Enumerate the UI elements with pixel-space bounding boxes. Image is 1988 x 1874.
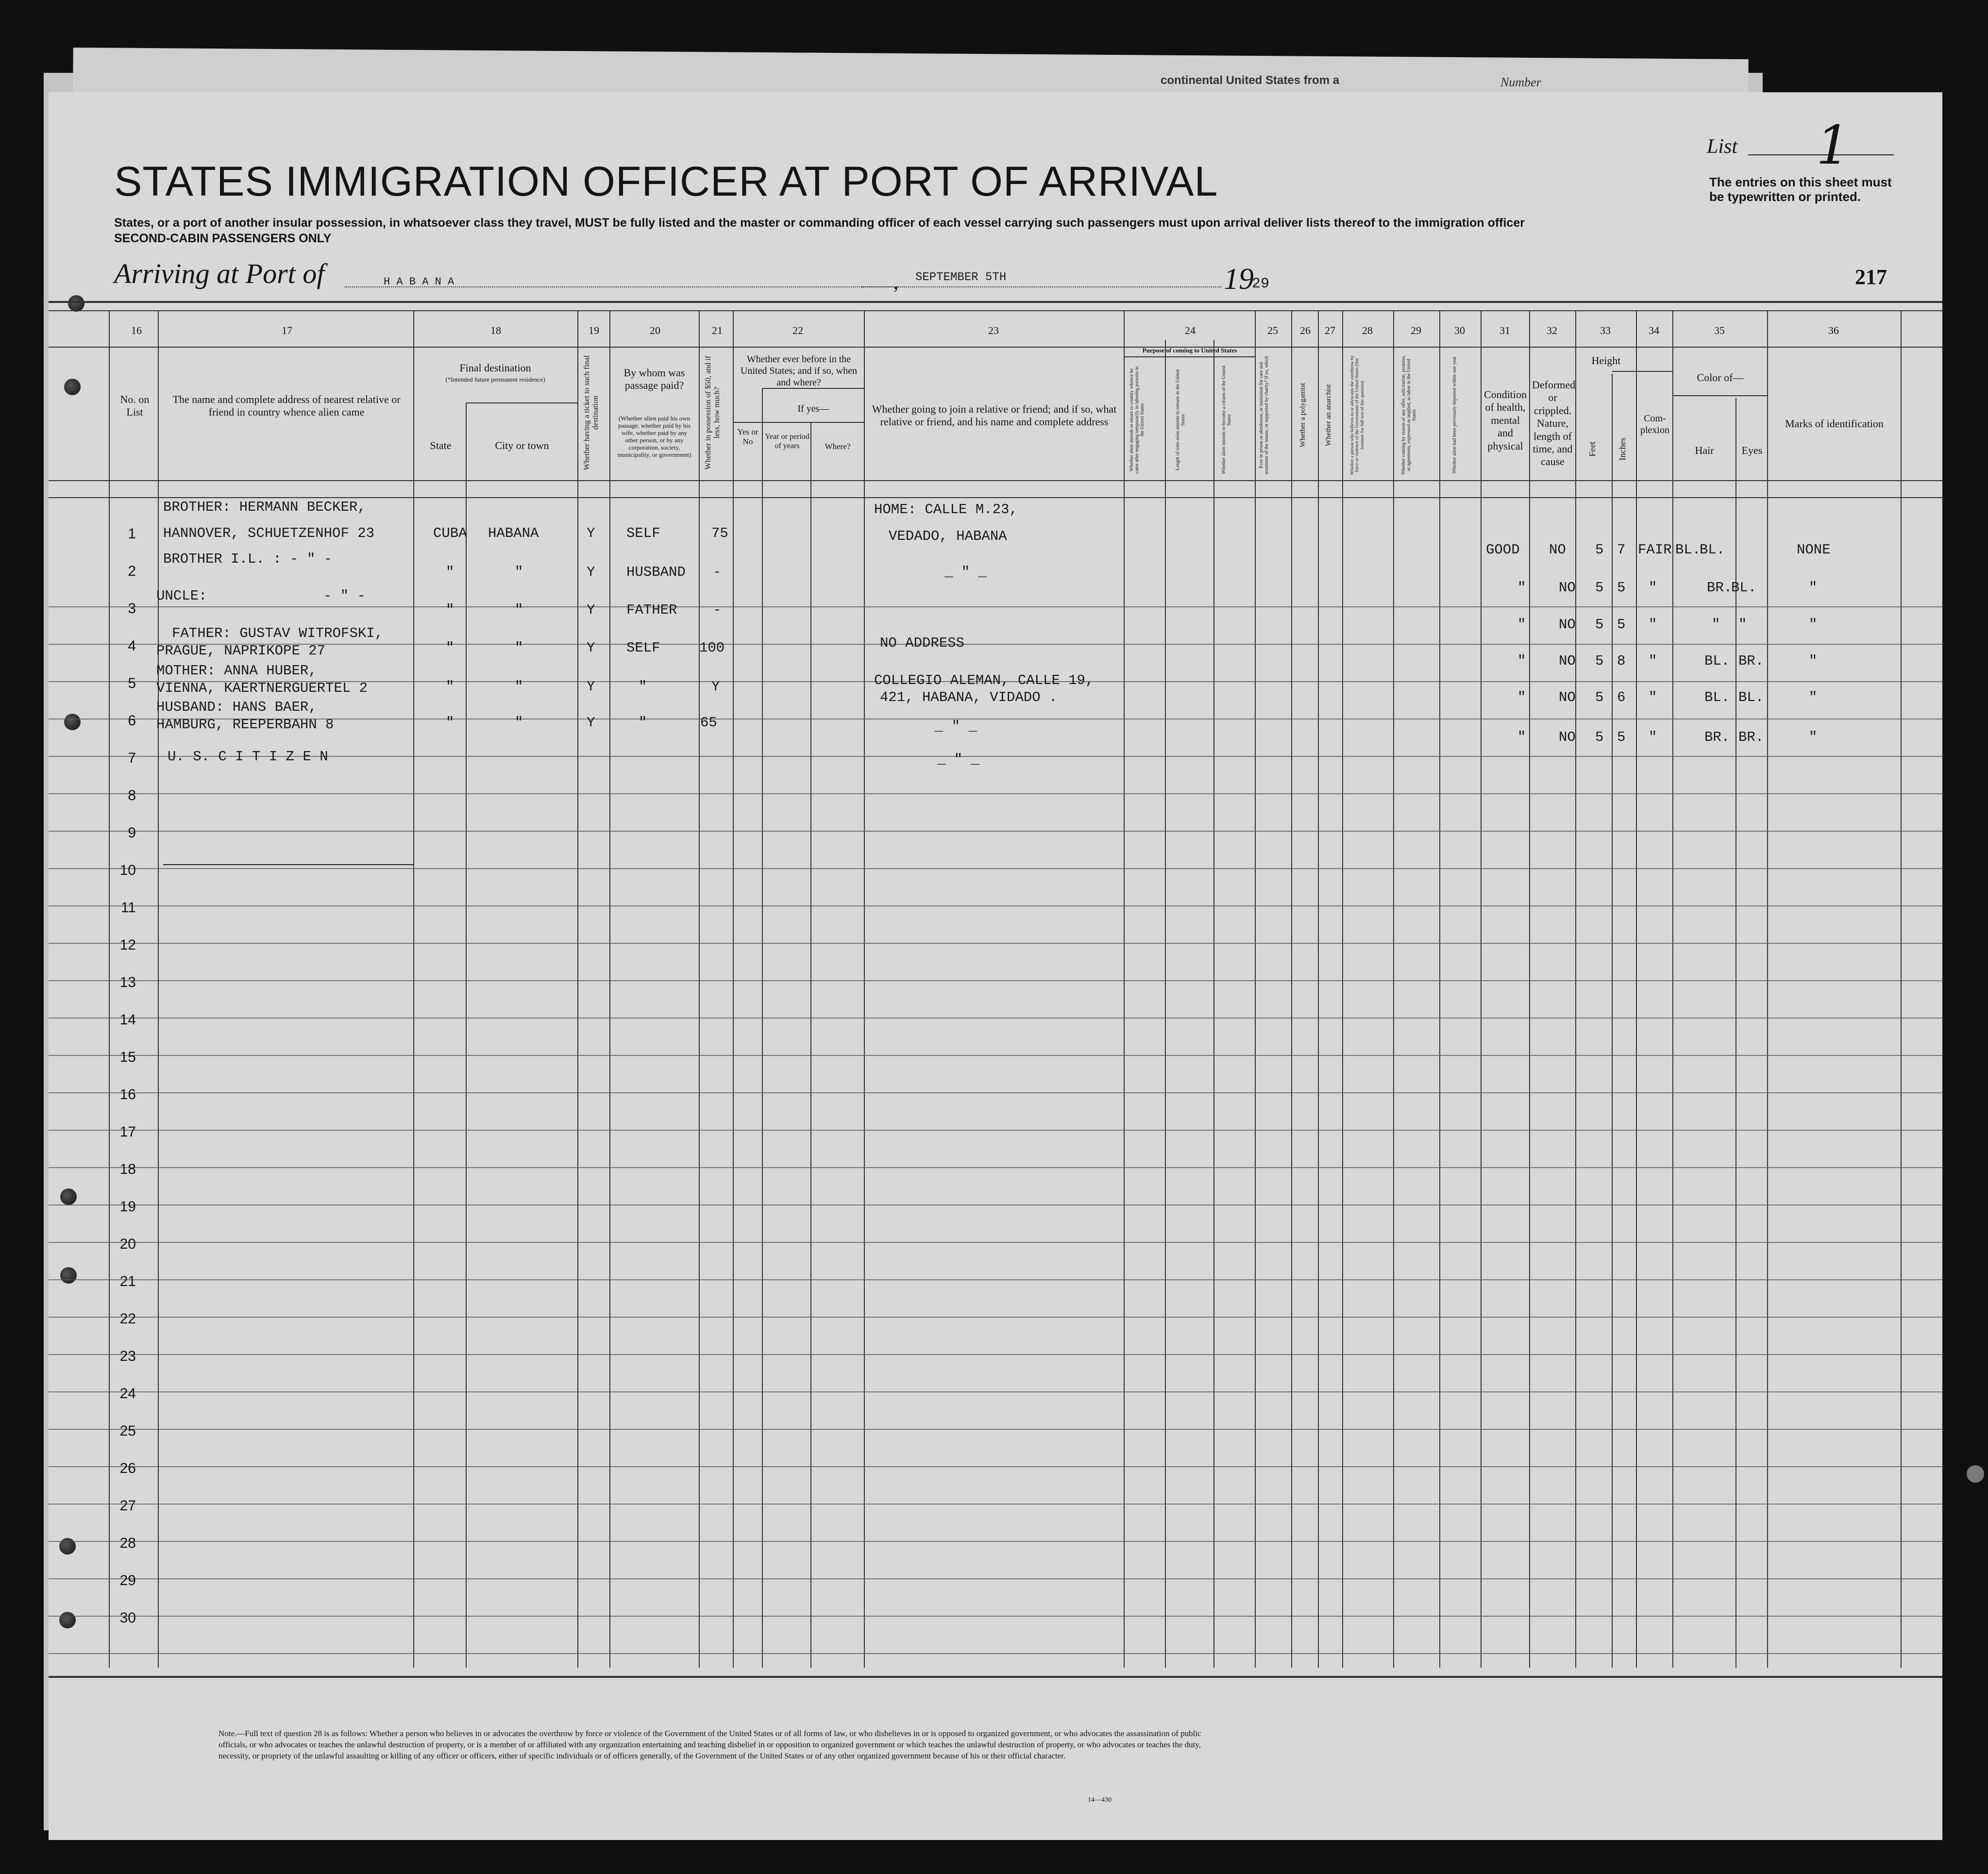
marks-cell: " xyxy=(1809,729,1818,745)
col-num-36: 36 xyxy=(1828,324,1839,336)
hdr-passage-paid: By whom was passage paid? xyxy=(623,367,685,392)
city-cell: " xyxy=(515,640,523,656)
hdr-final-destination: Final destination xyxy=(459,362,531,374)
relative-line-2: - " - xyxy=(323,588,366,604)
feet-cell: 5 xyxy=(1595,689,1604,705)
col-num-32: 32 xyxy=(1547,324,1557,336)
city-cell: HABANA xyxy=(488,525,539,541)
row-number: 4 xyxy=(128,638,136,654)
hdr-c28: Whether a person who believes in or advocates the overthrow by force or violence of the Government of the United States (See footnote for full text of this question) xyxy=(1350,355,1365,475)
footnote: Note.—Full text of question 28 is as follows: Whether a person who believes in or advocates the overthrow by force or violence of the Government of the United States or of all forms of law, or who disbelieves in or is opposed to organized government, or who advocates the assassination of public officials, or who advocates or teaches the unlawful destruction of property, or is a member of or affiliated with any organization entertaining and teaching disbelief in or opposition to organized government or which teaches the unlawful destruction of property, or who advocates or teaches the duty, necessity, or propriety of the unlawful assaulting or killing of any officer or officers, either of specific individuals or of officers generally, of the Government of the United States or of any other organized government because of his or their official character. xyxy=(219,1729,1201,1760)
feet-cell: 5 xyxy=(1595,542,1604,558)
row-number: 3 xyxy=(128,601,136,617)
complexion-cell: " xyxy=(1649,653,1657,669)
row-number: 2 xyxy=(128,563,136,579)
relative-line-1: U. S. C I T I Z E N xyxy=(168,749,328,765)
relative-line-1: HUSBAND: HANS BAER, xyxy=(156,699,317,715)
hdr-no-on-list: No. on List xyxy=(120,393,150,418)
relative-line-1: FATHER: GUSTAV WITROFSKI, xyxy=(172,625,384,641)
col-num-22: 22 xyxy=(792,324,803,336)
inches-cell: 8 xyxy=(1617,653,1626,669)
relative-line-2: HANNOVER, SCHUETZENHOF 23 xyxy=(163,525,375,541)
deformed-cell: NO xyxy=(1559,689,1576,705)
hdr-ticket: Whether having a ticket to such final destination xyxy=(583,355,600,470)
row-number: 29 xyxy=(119,1573,136,1589)
hdr-city: City or town xyxy=(495,439,549,452)
col-num-16: 16 xyxy=(131,324,142,336)
relative-line-2: VIENNA, KAERTNERGUERTEL 2 xyxy=(156,680,368,696)
hdr-purpose-b: Length of time alien intends to remain in the United States xyxy=(1175,369,1186,471)
health-cell: " xyxy=(1517,617,1526,633)
paid-cell: " xyxy=(639,679,647,695)
row-number: 6 xyxy=(128,713,136,729)
complexion-cell: " xyxy=(1649,729,1657,745)
hdr-deformed: Deformed or crippled. Nature, length of time, and cause xyxy=(1532,379,1576,468)
deformed-cell: NO xyxy=(1559,617,1576,633)
relative-line-1: BROTHER I.L. : - " - xyxy=(163,551,333,567)
marks-cell: " xyxy=(1809,689,1818,705)
col-num-18: 18 xyxy=(490,324,501,336)
row-number: 22 xyxy=(119,1311,136,1327)
complexion-cell: " xyxy=(1649,580,1657,596)
eyes-cell: BL. xyxy=(1731,580,1757,596)
feet-cell: 5 xyxy=(1595,653,1604,669)
col-num-20: 20 xyxy=(650,324,660,336)
paid-cell: HUSBAND xyxy=(626,564,686,580)
hair-cell: " xyxy=(1712,617,1720,633)
join-line-1: _ " _ xyxy=(944,564,987,580)
hdr-inches: Inches xyxy=(1617,437,1627,461)
join-line-2: 421, HABANA, VIDADO . xyxy=(880,689,1058,705)
row-number: 23 xyxy=(119,1348,136,1364)
row-number: 20 xyxy=(119,1236,136,1252)
hdr-purpose-a: Whether alien intends to return to country whence he came after engaging temporarily in laboring pursuits in the United States xyxy=(1129,366,1145,474)
ticket-cell: Y xyxy=(587,640,595,656)
health-cell: GOOD xyxy=(1486,542,1520,558)
date-value: SEPTEMBER 5TH xyxy=(915,271,1007,284)
money-cell: 100 xyxy=(699,640,725,656)
col-num-28: 28 xyxy=(1362,324,1373,336)
year-prefix: 19 xyxy=(1224,263,1254,296)
marks-cell: " xyxy=(1809,653,1818,669)
hdr-joining: Whether going to join a relative or friend; and if so, what relative or friend, and his name and complete address xyxy=(872,403,1117,428)
hdr-c26: Whether a polygamist xyxy=(1299,383,1307,448)
ticket-cell: Y xyxy=(587,564,595,580)
row-number: 16 xyxy=(119,1087,136,1103)
arriving-label: Arriving at Port of xyxy=(114,258,325,289)
ticket-cell: Y xyxy=(587,679,595,695)
hair-cell: BL. xyxy=(1704,689,1730,705)
form-title: STATES IMMIGRATION OFFICER AT PORT OF ARRIVAL xyxy=(114,158,1218,205)
state-cell: CUBA xyxy=(433,525,467,541)
row-number: 17 xyxy=(119,1124,136,1140)
col-num-19: 19 xyxy=(589,324,599,336)
hdr-nearest-relative: The name and complete address of nearest relative or friend in country whence alien came xyxy=(172,393,401,418)
deformed-cell: NO xyxy=(1559,580,1576,596)
row-number: 9 xyxy=(128,825,136,841)
money-cell: - xyxy=(713,602,722,618)
row-number: 1 xyxy=(128,526,136,542)
eyes-cell: BR. xyxy=(1738,729,1764,745)
row-number: 18 xyxy=(119,1161,136,1177)
health-cell: " xyxy=(1517,729,1526,745)
col-num-21: 21 xyxy=(712,324,723,336)
row-number: 25 xyxy=(119,1423,136,1439)
hdr-state: State xyxy=(430,439,452,452)
money-cell: - xyxy=(713,564,722,580)
top-strip-text: continental United States from a xyxy=(1161,74,1340,87)
inches-cell: 5 xyxy=(1617,729,1626,745)
complexion-cell: FAIR xyxy=(1638,542,1672,558)
ticket-cell: Y xyxy=(587,602,595,618)
hdr-feet: Feet xyxy=(1587,441,1597,457)
hdr-color-of: Color of— xyxy=(1697,371,1744,384)
entries-note-1: The entries on this sheet must xyxy=(1709,175,1892,189)
inches-cell: 6 xyxy=(1617,689,1626,705)
state-cell: " xyxy=(446,679,455,695)
paid-cell: SELF xyxy=(626,525,660,541)
join-line-2: VEDADO, HABANA xyxy=(889,528,1007,544)
entries-note-2: be typewritten or printed. xyxy=(1709,189,1861,204)
hdr-c25: Ever in prison or almshouse, or institution for care and treatment of the insane, or supported by charity? If so, which xyxy=(1259,356,1269,474)
money-cell: 75 xyxy=(711,525,728,541)
form-code: 14—430 xyxy=(1088,1796,1112,1804)
deformed-cell: NO xyxy=(1549,542,1566,558)
complexion-cell: " xyxy=(1649,689,1657,705)
comma: , xyxy=(893,271,898,293)
col-num-27: 27 xyxy=(1325,324,1335,336)
col-num-17: 17 xyxy=(282,324,292,336)
hdr-c30: Whether alien had been previously deported within one year xyxy=(1452,356,1457,474)
col-num-30: 30 xyxy=(1454,324,1465,336)
relative-line-2: HAMBURG, REEPERBAHN 8 xyxy=(156,717,334,733)
row-number: 14 xyxy=(119,1012,136,1028)
hdr-purpose: Purpose of coming to United States xyxy=(1142,347,1237,354)
col-num-26: 26 xyxy=(1300,324,1311,336)
ticket-cell: Y xyxy=(587,715,595,731)
feet-cell: 5 xyxy=(1595,617,1604,633)
health-cell: " xyxy=(1517,580,1526,596)
row-number: 15 xyxy=(119,1049,136,1065)
deformed-cell: NO xyxy=(1559,729,1576,745)
row-number: 27 xyxy=(119,1498,136,1514)
state-cell: " xyxy=(446,640,455,656)
join-line-1: _ " _ xyxy=(935,719,977,735)
inches-cell: 5 xyxy=(1617,617,1626,633)
hdr-height: Height xyxy=(1591,354,1621,367)
money-cell: Y xyxy=(711,679,720,695)
hdr-eyes: Eyes xyxy=(1741,444,1763,456)
city-cell: " xyxy=(515,602,523,618)
eyes-cell: BR. xyxy=(1738,653,1764,669)
ticket-cell: Y xyxy=(587,525,595,541)
hair-cell: BR. xyxy=(1704,729,1730,745)
health-cell: " xyxy=(1517,653,1526,669)
col-num-35: 35 xyxy=(1714,324,1725,336)
hdr-c29: Whether coming by reason of any offer, solicitation, promise, or agreement, expressed or implied, to labor in the United States xyxy=(1401,355,1417,475)
inches-cell: 7 xyxy=(1617,542,1626,558)
hdr-yes-no: Yes or No xyxy=(737,427,758,447)
paid-cell: FATHER xyxy=(626,602,677,618)
hdr-before-in-us: Whether ever before in the United States; and if so, when and where? xyxy=(741,354,857,388)
money-cell: 65 xyxy=(700,715,717,731)
hdr-where: Where? xyxy=(825,442,851,451)
deformed-cell: NO xyxy=(1559,653,1576,669)
col-num-33: 33 xyxy=(1600,324,1611,336)
col-num-23: 23 xyxy=(988,324,999,336)
col-num-31: 31 xyxy=(1499,324,1510,336)
row-number: 12 xyxy=(119,937,136,953)
relative-line-1: UNCLE: xyxy=(156,588,207,604)
hdr-period: Year or period of years xyxy=(765,433,809,451)
join-line-1: _ " _ xyxy=(937,752,980,768)
eyes-cell: BL. xyxy=(1738,689,1764,705)
state-cell: " xyxy=(446,715,455,731)
row-lines xyxy=(49,607,1942,1654)
eyes-cell: " xyxy=(1738,617,1747,633)
col-num-24: 24 xyxy=(1185,324,1196,336)
punch-hole-edge xyxy=(1967,1465,1984,1483)
class-line: SECOND-CABIN PASSENGERS ONLY xyxy=(114,232,332,245)
row-number: 11 xyxy=(120,900,136,916)
marks-cell: " xyxy=(1809,617,1818,633)
city-cell: " xyxy=(515,715,523,731)
state-cell: " xyxy=(446,602,455,618)
row-number: 13 xyxy=(119,974,136,990)
relative-line-1: BROTHER: HERMANN BECKER, xyxy=(163,499,366,515)
paid-cell: " xyxy=(639,715,647,731)
join-line-1: NO ADDRESS xyxy=(880,635,965,651)
table-grid xyxy=(49,92,1942,1840)
health-cell: " xyxy=(1517,689,1526,705)
city-cell: " xyxy=(515,564,523,580)
hdr-hair: Hair xyxy=(1695,444,1714,456)
row-number: 30 xyxy=(119,1610,136,1626)
col-num-29: 29 xyxy=(1411,324,1421,336)
col-num-25: 25 xyxy=(1267,324,1278,336)
hair-cell: BL. xyxy=(1704,653,1730,669)
hdr-purpose-c: Whether alien intends to become a citizen of the United States xyxy=(1221,366,1232,474)
hdr-final-destination-sub: (*Intended future permanent residence) xyxy=(445,376,545,383)
hdr-marks: Marks of identification xyxy=(1785,418,1884,430)
manifest-sheet xyxy=(49,92,1942,1840)
list-number: 1 xyxy=(1816,114,1850,176)
hdr-passage-paid-sub: (Whether alien paid his own passage, whether paid by his wife, whether paid by any other person, or by any corporation, society, municipality, or government) xyxy=(617,415,691,458)
paid-cell: SELF xyxy=(626,640,660,656)
hair-cell: BL. xyxy=(1675,542,1701,558)
row-number: 5 xyxy=(128,675,136,691)
port-value: H A B A N A xyxy=(384,276,455,288)
row-number: 7 xyxy=(128,750,136,766)
year-suffix: 29 xyxy=(1252,276,1270,292)
row-number: 10 xyxy=(119,862,136,878)
join-line-1: COLLEGIO ALEMAN, CALLE 19, xyxy=(874,672,1094,688)
list-label: List xyxy=(1707,135,1738,158)
row-number: 28 xyxy=(119,1535,136,1551)
col-num-34: 34 xyxy=(1649,324,1659,336)
feet-cell: 5 xyxy=(1595,729,1604,745)
join-line-1: HOME: CALLE M.23, xyxy=(874,502,1018,518)
row-number: 26 xyxy=(119,1460,136,1476)
hair-cell: BR. xyxy=(1707,580,1733,596)
hdr-if-yes: If yes— xyxy=(797,403,829,414)
feet-cell: 5 xyxy=(1595,580,1604,596)
row-number: 19 xyxy=(119,1199,136,1215)
eyes-cell: BL. xyxy=(1700,542,1725,558)
top-strip-number-label: Number xyxy=(1500,75,1541,89)
row-number: 21 xyxy=(119,1273,136,1289)
complexion-cell: " xyxy=(1649,617,1657,633)
page-number: 217 xyxy=(1855,265,1887,289)
hdr-complexion: Com-plexion xyxy=(1640,413,1669,435)
row-number: 8 xyxy=(128,787,136,803)
inches-cell: 5 xyxy=(1617,580,1626,596)
instructions-line: States, or a port of another insular possession, in whatsoever class they travel, MUST be fully listed and the master or commanding officer of each vessel carrying such passengers must upon arrival deliver lists thereof to the immigration officer xyxy=(114,216,1525,230)
relative-line-1: MOTHER: ANNA HUBER, xyxy=(156,663,317,679)
hdr-c27: Whether an anarchist xyxy=(1325,384,1332,446)
city-cell: " xyxy=(515,679,523,695)
hdr-health: Condition of health, mental and physical xyxy=(1483,388,1527,452)
marks-cell: " xyxy=(1809,580,1818,596)
state-cell: " xyxy=(446,564,455,580)
hdr-money: Whether in possession of $50, and if less, how much? xyxy=(704,355,721,470)
row-number: 24 xyxy=(119,1386,136,1402)
marks-cell: NONE xyxy=(1797,542,1831,558)
relative-line-2: PRAGUE, NAPRIKOPE 27 xyxy=(156,643,326,659)
